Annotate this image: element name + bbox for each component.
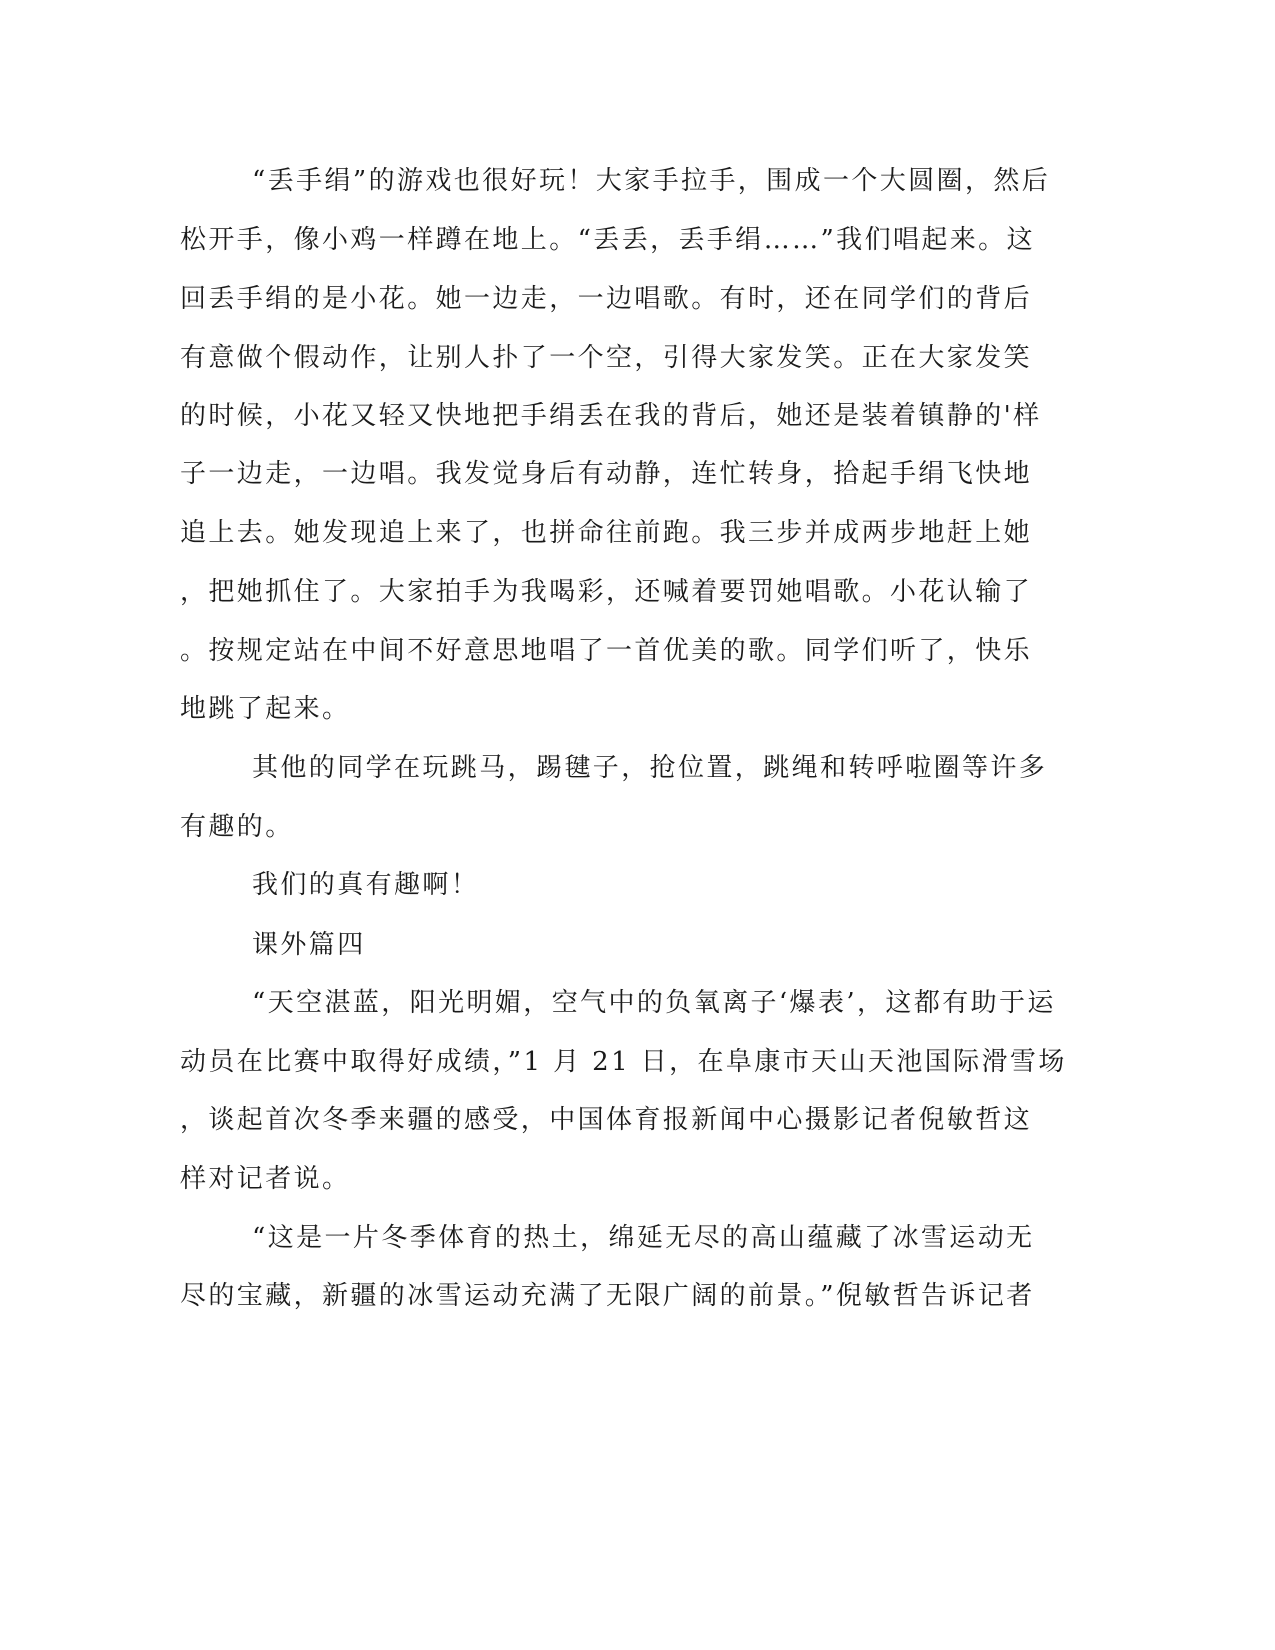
- text-line: 动员在比赛中取得好成绩，”1 月 21 日，在阜康市天山天池国际滑雪场: [180, 1047, 1067, 1077]
- text-line: 有趣的。: [180, 812, 294, 842]
- text-line: 样对记者说。: [180, 1164, 351, 1194]
- text-line: ，谈起首次冬季来疆的感受，中国体育报新闻中心摄影记者倪敏哲这: [180, 1105, 1033, 1135]
- section-heading: 课外篇四: [252, 930, 366, 960]
- text-line: 追上去。她发现追上来了，也拼命往前跑。我三步并成两步地赶上她: [180, 518, 1033, 548]
- text-line: 我们的真有趣啊！: [252, 870, 480, 900]
- text-line: 。按规定站在中间不好意思地唱了一首优美的歌。同学们听了，快乐: [180, 636, 1033, 666]
- text-line: “这是一片冬季体育的热土，绵延无尽的高山蕴藏了冰雪运动无: [252, 1223, 1035, 1253]
- text-line: 回丢手绢的是小花。她一边走，一边唱歌。有时，还在同学们的背后: [180, 284, 1033, 314]
- text-line: “丢手绢”的游戏也很好玩！大家手拉手，围成一个大圆圈，然后: [252, 166, 1051, 196]
- text-line: 其他的同学在玩跳马，踢毽子，抢位置，跳绳和转呼啦圈等许多: [252, 753, 1048, 783]
- text-line: 尽的宝藏，新疆的冰雪运动充满了无限广阔的前景。”倪敏哲告诉记者: [180, 1281, 1035, 1311]
- text-line: 的时候，小花又轻又快地把手绢丢在我的背后，她还是装着镇静的'样: [180, 401, 1042, 431]
- text-line: 地跳了起来。: [180, 694, 351, 724]
- text-line: 子一边走，一边唱。我发觉身后有动静，连忙转身，拾起手绢飞快地: [180, 459, 1033, 489]
- text-line: “天空湛蓝，阳光明媚，空气中的负氧离子‘爆表’，这都有助于运: [252, 988, 1056, 1018]
- text-line: ，把她抓住了。大家拍手为我喝彩，还喊着要罚她唱歌。小花认输了: [180, 577, 1033, 607]
- text-line: 松开手，像小鸡一样蹲在地上。“丢丢，丢手绢……”我们唱起来。这: [180, 225, 1035, 255]
- text-line: 有意做个假动作，让别人扑了一个空，引得大家发笑。正在大家发笑: [180, 343, 1033, 373]
